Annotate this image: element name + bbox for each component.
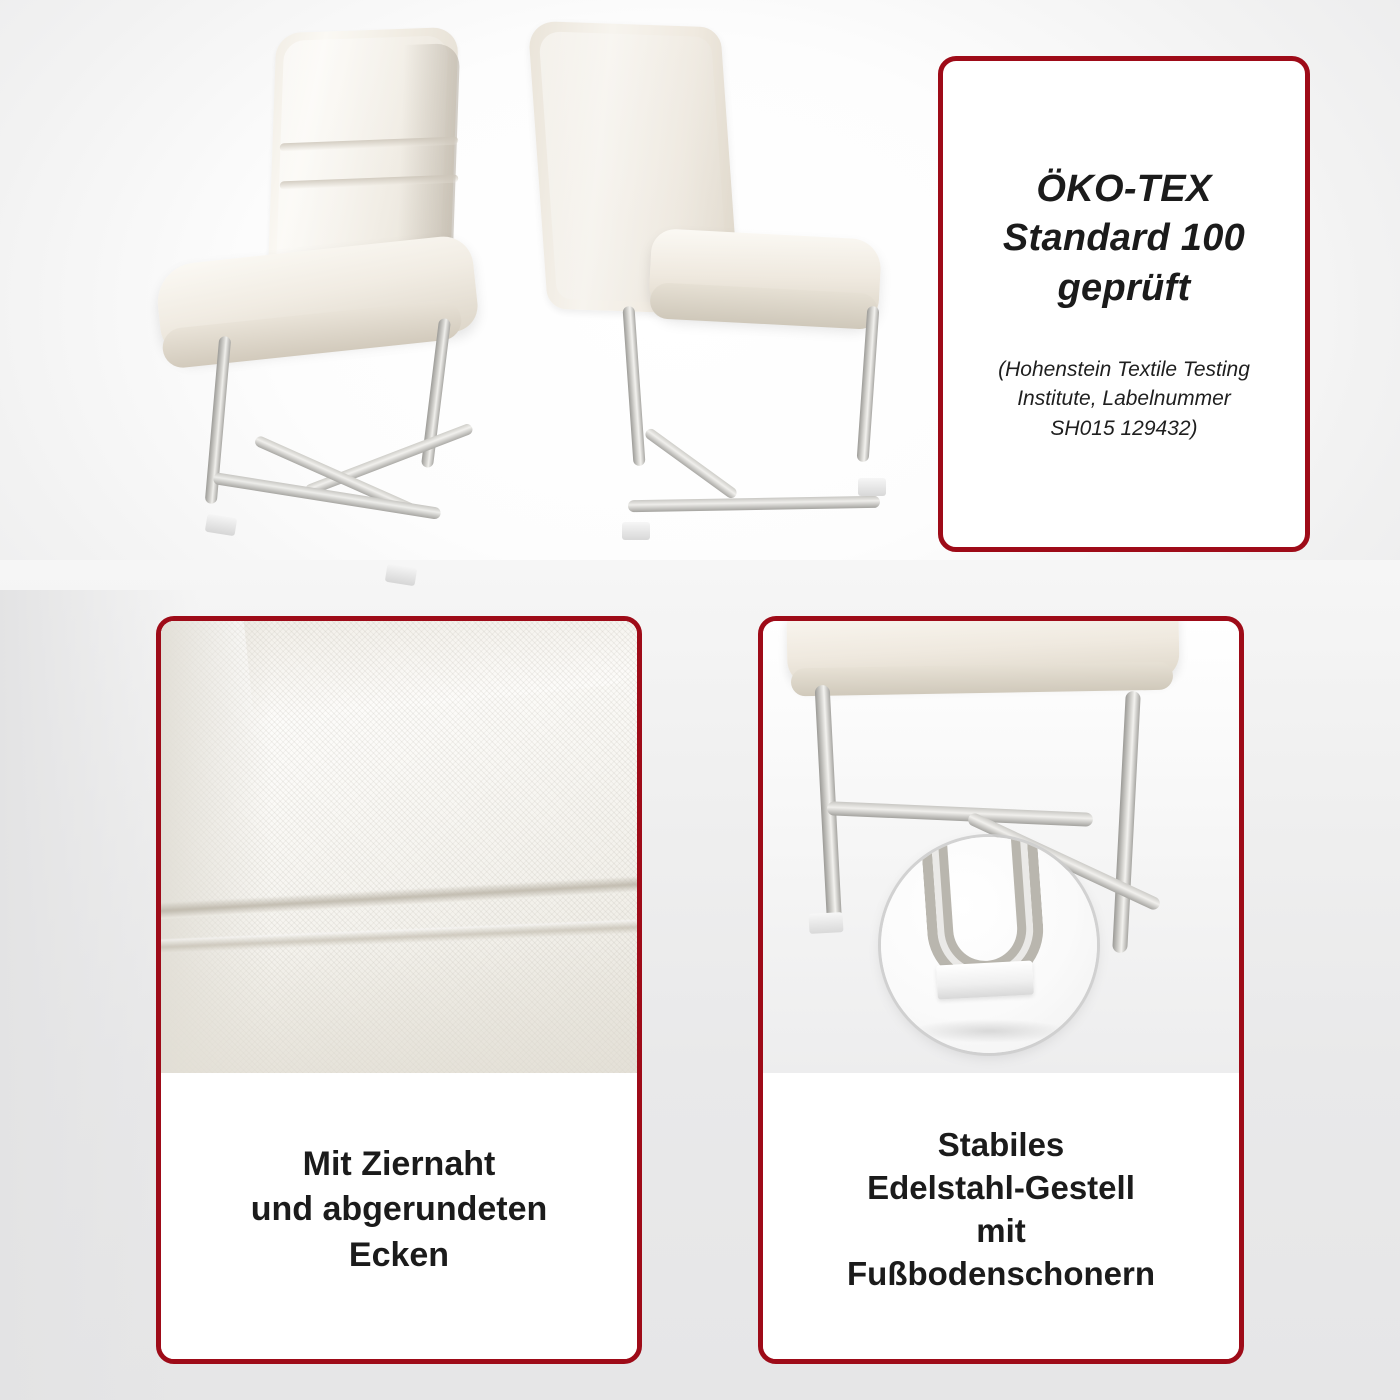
chair-floor-glide-rear-left [622,522,650,540]
stitching-caption-line-2: und abgerundeten [250,1190,548,1229]
oekotex-title [1003,165,1245,313]
chair-floor-glide-left [205,514,237,536]
fabric-stitching-closeup [161,621,637,1073]
frame-caption [763,1073,1239,1359]
oekotex-subtitle-line-2: Institute, Labelnummer [1017,387,1231,411]
frame-right-leg [1112,691,1141,953]
oekotex-subtitle-line-3: SH015 129432) [1050,416,1198,440]
oekotex-title-line-1: ÖKO-TEX [1036,167,1212,210]
chair-floor-glide-rear-right [858,478,886,496]
frame-card [758,616,1244,1364]
oekotex-title-line-2: Standard 100 [1002,217,1246,260]
frame-caption-line-1: Stabiles [937,1126,1065,1164]
chair-frame-diagonal-rail-3 [643,427,738,501]
frame-seat-edge [791,662,1173,697]
chair-frame-rear-leg-2 [622,306,645,466]
chair-floor-glide-right [385,564,417,586]
magnifier-inset [881,837,1097,1053]
stitching-caption-line-1: Mit Ziernaht [302,1144,496,1183]
two-chairs-photo [60,10,920,600]
chair-rear-view [460,10,900,590]
oekotex-subtitle-line-1: (Hohenstein Textile Testing [998,358,1250,381]
frame-caption-text [847,1124,1155,1296]
frame-caption-line-3: mit [976,1212,1026,1249]
magnifier-shadow [909,1019,1069,1043]
stitching-card [156,616,642,1364]
chair-frame-bottom-rail-2 [628,496,880,512]
magnified-floor-glide [936,961,1034,1000]
stitching-caption-text [251,1142,548,1279]
frame-caption-line-4: Fußbodenschonern [847,1254,1155,1292]
frame-caption-line-2: Edelstahl-Gestell [867,1169,1135,1207]
frame-upper-rail [827,801,1093,827]
fabric-bottom-shading [161,943,637,1073]
chair-frame-diagonal-rail [304,422,474,496]
stainless-frame-closeup [763,621,1239,1073]
oekotex-card [938,56,1310,552]
chair-front-view [100,18,520,588]
stitching-caption [161,1073,637,1359]
chair-frame-front-leg-2 [857,306,880,462]
stitching-caption-line-3: Ecken [348,1235,450,1274]
oekotex-title-line-3: geprüft [1057,266,1191,309]
oekotex-subtitle [998,355,1250,443]
frame-floor-glide [808,912,843,934]
